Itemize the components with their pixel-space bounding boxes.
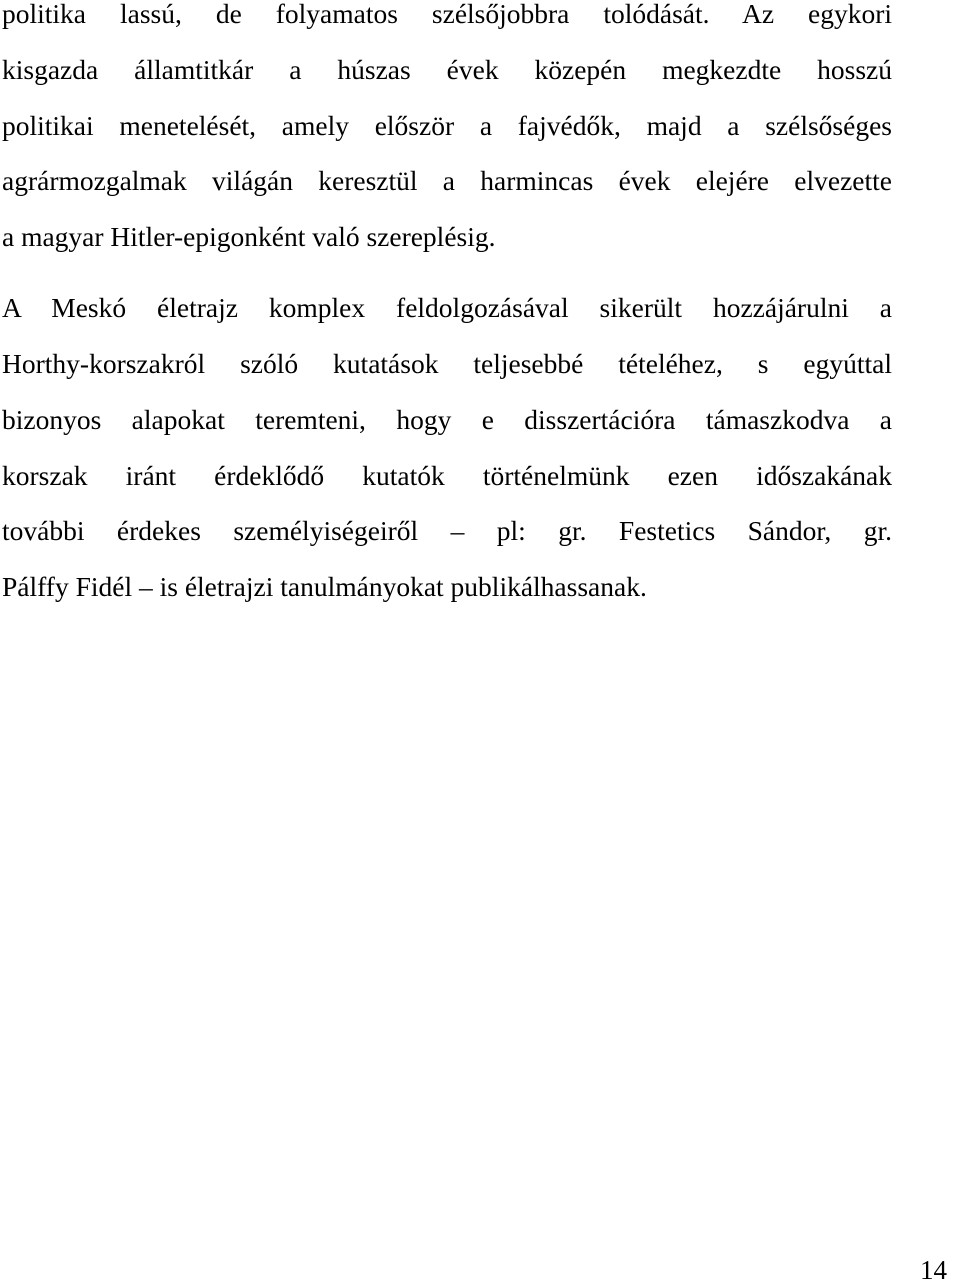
text-line: Pálffy Fidél – is életrajzi tanulmányokat publikálhassanak. (2, 571, 647, 602)
text-line: politikai menetelését, amely először a fajvédők, majd a szélsőséges (2, 110, 892, 141)
page-number: 14 (920, 1255, 947, 1285)
text-line: a magyar Hitler-epigonként való szereplésig. (2, 221, 496, 252)
text-line: korszak iránt érdeklődő kutatók történelmünk ezen időszakának (2, 460, 892, 491)
text-line: agrármozgalmak világán keresztül a harmincas évek elejére elvezette (2, 165, 892, 196)
text-line: Horthy-korszakról szóló kutatások teljesebbé tételéhez, s egyúttal (2, 348, 892, 379)
text-line: kisgazda államtitkár a húszas évek közepén megkezdte hosszú (2, 54, 892, 85)
text-line: további érdekes személyiségeiről – pl: gr. Festetics Sándor, gr. (2, 515, 892, 546)
text-line: A Meskó életrajz komplex feldolgozásával sikerült hozzájárulni a (2, 292, 892, 323)
text-line: bizonyos alapokat teremteni, hogy e disszertációra támaszkodva a (2, 404, 892, 435)
text-line: politika lassú, de folyamatos szélsőjobbra tolódását. Az egykori (2, 0, 892, 29)
